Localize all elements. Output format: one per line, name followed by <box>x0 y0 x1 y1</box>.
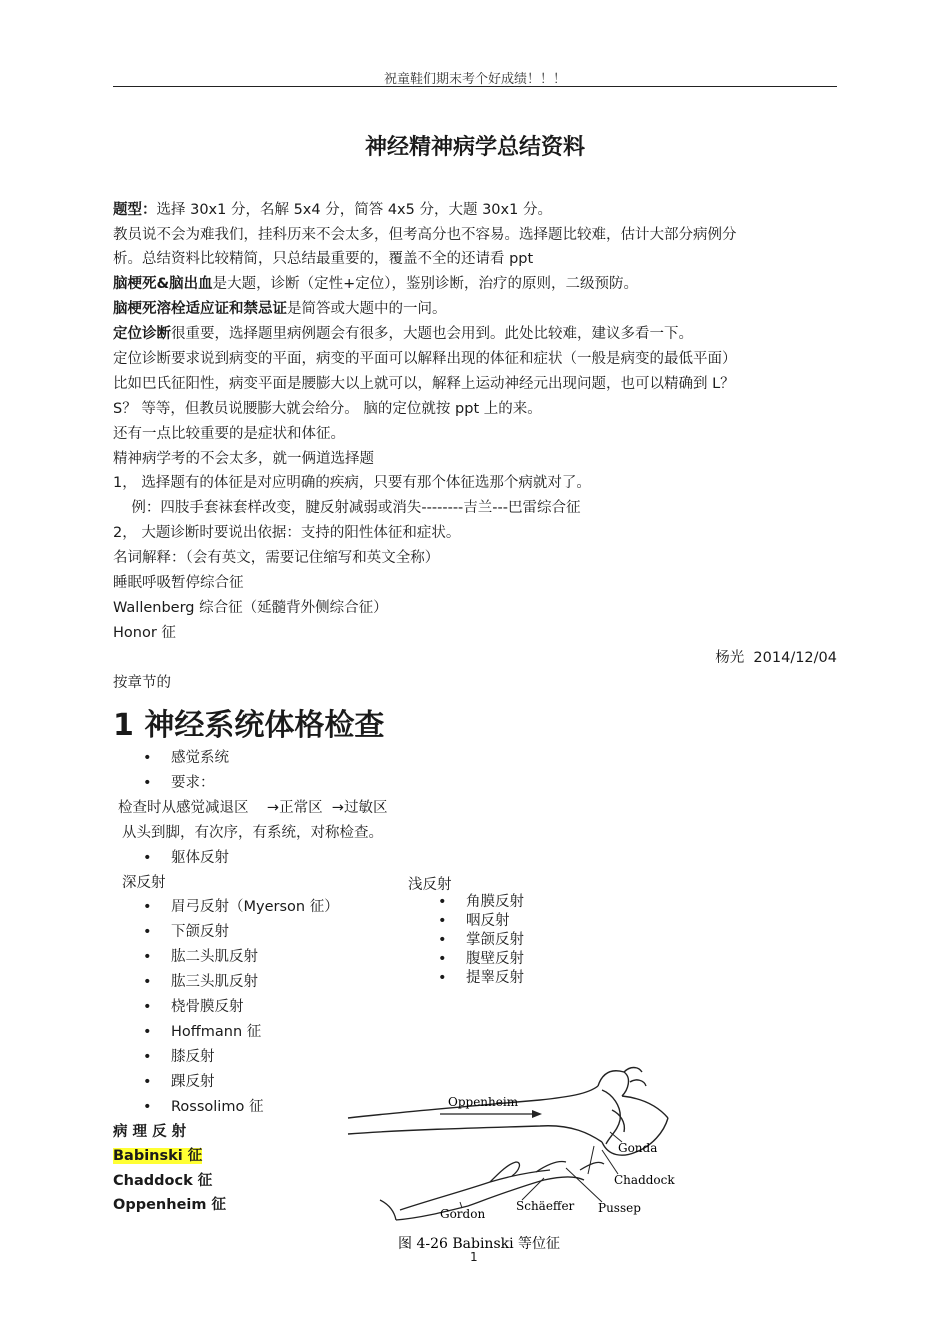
deep-reflex-text: 踝反射 <box>171 1074 215 1090</box>
bullet-dot: • <box>143 1049 152 1065</box>
deep-reflex-item <box>143 1047 339 1072</box>
shallow-reflex-item <box>438 912 524 931</box>
bullet-dot: • <box>143 775 152 791</box>
deep-reflex-item <box>143 922 339 947</box>
intro-line-4 <box>113 274 638 294</box>
deep-reflex-text: 膝反射 <box>171 1049 215 1065</box>
deep-reflex-item <box>143 897 339 922</box>
document-title: 神经精神病学总结资料 <box>364 135 585 160</box>
intro-line-14: 2， 大题诊断时要说出依据：支持的阳性体征和症状。 <box>113 525 461 541</box>
oppenheim-arrow-head <box>532 1110 542 1118</box>
bullet-sensory <box>143 748 229 773</box>
deep-reflex-item <box>143 947 339 972</box>
bullet-requirement <box>143 773 229 798</box>
bullet-dot: • <box>438 913 447 929</box>
intro-line-6 <box>113 324 693 344</box>
bullet-dot: • <box>143 850 152 866</box>
deep-reflex-label: 深反射 <box>122 875 166 891</box>
signature: 杨光 2014/12/04 <box>715 650 837 666</box>
shallow-reflex-text: 角膜反射 <box>466 894 524 910</box>
shallow-reflex-item <box>438 950 524 969</box>
shallow-reflex-label: 浅反射 <box>408 877 452 893</box>
pathological-reflex-label: 病 理 反 射 <box>113 1124 187 1140</box>
bullet-body-reflex <box>143 848 229 873</box>
deep-reflex-text: 桡骨膜反射 <box>171 999 244 1015</box>
label-schaeffer: Schäeffer <box>516 1199 575 1213</box>
bullet-dot: • <box>143 974 152 990</box>
label-oppenheim: Oppenheim <box>448 1095 519 1109</box>
intro-line-10: 还有一点比较重要的是症状和体征。 <box>113 426 345 442</box>
intro-line-15: 名词解释：（会有英文，需要记住缩写和英文全称） <box>113 550 440 566</box>
deep-reflex-text: Hoffmann 征 <box>171 1024 262 1040</box>
localization-topic-text: 很重要，选择题里病例题会有很多，大题也会用到。此处比较难，建议多看一下。 <box>171 326 693 342</box>
label-gordon: Gordon <box>440 1207 486 1221</box>
deep-reflex-text: 眉弓反射（Myerson 征） <box>171 899 339 915</box>
intro-line-11: 精神病学考的不会太多，就一俩道选择题 <box>113 451 374 467</box>
header-divider <box>113 86 837 87</box>
localization-topic-bold: 定位诊断 <box>113 326 171 342</box>
shallow-reflex-item <box>438 931 524 950</box>
stroke-topic-bold: 脑梗死&脑出血 <box>113 276 213 292</box>
bullet-text: 躯体反射 <box>171 850 229 866</box>
label-pussep: Pussep <box>598 1201 641 1215</box>
label-pointers <box>460 1132 622 1208</box>
intro-line-3: 析。总结资料比较精简，只总结最重要的，覆盖不全的还请看 ppt <box>113 251 534 267</box>
chapter-heading: 1 神经系统体格检查 <box>113 708 385 743</box>
shallow-reflex-text: 腹壁反射 <box>466 951 524 967</box>
deep-reflex-list <box>143 897 339 1122</box>
intro-line-5 <box>113 299 447 319</box>
deep-reflex-text: Rossolimo 征 <box>171 1099 264 1115</box>
bullet-dot: • <box>143 999 152 1015</box>
exam-type-text: 选择 30x1 分，名解 5x4 分，简答 4x5 分，大题 30x1 分。 <box>156 202 552 218</box>
thrombolysis-topic-text: 是简答或大题中的一问。 <box>287 301 447 317</box>
deep-reflex-item <box>143 1022 339 1047</box>
bullet-dot: • <box>143 949 152 965</box>
intro-line-17: Wallenberg 综合征（延髓背外侧综合征） <box>113 600 388 616</box>
bullet-dot: • <box>438 932 447 948</box>
bullet-dot: • <box>143 1024 152 1040</box>
intro-line-12: 1， 选择题有的体征是对应明确的疾病，只要有那个体征选那个病就对了。 <box>113 475 591 491</box>
babinski-line <box>113 1146 202 1166</box>
bullet-dot: • <box>438 951 447 967</box>
shallow-reflex-list <box>438 893 524 988</box>
babinski-highlight: Babinski 征 <box>113 1148 203 1164</box>
deep-reflex-text: 下颌反射 <box>171 924 229 940</box>
chapter-bullets <box>143 748 229 798</box>
intro-line-7: 定位诊断要求说到病变的平面，病变的平面可以解释出现的体征和症状（一般是病变的最低平面） <box>113 351 737 367</box>
bullet-dot: • <box>143 924 152 940</box>
shallow-reflex-text: 提睾反射 <box>466 970 524 986</box>
intro-line-18: Honor 征 <box>113 625 176 641</box>
by-chapter-note: 按章节的 <box>113 675 171 691</box>
deep-reflex-item <box>143 972 339 997</box>
label-chaddock: Chaddock <box>614 1173 675 1187</box>
page-number: 1 <box>470 1250 478 1264</box>
bullet-dot: • <box>143 899 152 915</box>
bullet-dot: • <box>143 1099 152 1115</box>
page-header: 祝童鞋们期末考个好成绩！！！ <box>383 72 566 87</box>
intro-line-16: 睡眠呼吸暂停综合征 <box>113 575 244 591</box>
exam-type-label: 题型： <box>113 202 157 218</box>
intro-line-2: 教员说不会为难我们，挂科历来不会太多，但考高分也不容易。选择题比较难，估计大部分病例分 <box>113 227 737 243</box>
bullet-text: 感觉系统 <box>171 750 229 766</box>
figure-caption: 图 4-26 Babinski 等位征 <box>398 1236 561 1252</box>
intro-line-13: 例：四肢手套袜套样改变，腱反射减弱或消失--------吉兰---巴雷综合征 <box>113 500 581 516</box>
shallow-reflex-text: 咽反射 <box>466 913 510 929</box>
deep-reflex-item <box>143 1072 339 1097</box>
stroke-topic-text: 是大题，诊断（定性+定位），鉴别诊断，治疗的原则，二级预防。 <box>212 276 639 292</box>
shallow-reflex-text: 掌颌反射 <box>466 932 524 948</box>
requirement-line-2: 从头到脚，有次序，有系统，对称检查。 <box>122 825 383 841</box>
bullet-dot: • <box>438 894 447 910</box>
shallow-reflex-item <box>438 893 524 912</box>
bullet-text: 要求： <box>171 775 215 791</box>
label-gonda: Gonda <box>618 1141 658 1155</box>
exam-type-line <box>113 200 552 220</box>
body-reflex-bullet <box>143 848 229 873</box>
intro-line-9: S？ 等等，但教员说腰膨大就会给分。 脑的定位就按 ppt 上的来。 <box>113 401 542 417</box>
requirement-line-1: 检查时从感觉减退区 →正常区 →过敏区 <box>118 800 388 816</box>
thrombolysis-topic-bold: 脑梗死溶栓适应证和禁忌证 <box>113 301 287 317</box>
chaddock-line: Chaddock 征 <box>113 1173 213 1189</box>
deep-reflex-text: 肱二头肌反射 <box>171 949 258 965</box>
bullet-dot: • <box>143 1074 152 1090</box>
deep-reflex-text: 肱三头肌反射 <box>171 974 258 990</box>
deep-reflex-item <box>143 997 339 1022</box>
babinski-figure <box>340 1060 685 1260</box>
bullet-dot: • <box>143 750 152 766</box>
oppenheim-line: Oppenheim 征 <box>113 1197 227 1213</box>
deep-reflex-item <box>143 1097 339 1122</box>
intro-line-8: 比如巴氏征阳性，病变平面是腰膨大以上就可以，解释上运动神经元出现问题，也可以精确到 L？ <box>113 376 735 392</box>
shallow-reflex-item <box>438 969 524 988</box>
bullet-dot: • <box>438 970 447 986</box>
